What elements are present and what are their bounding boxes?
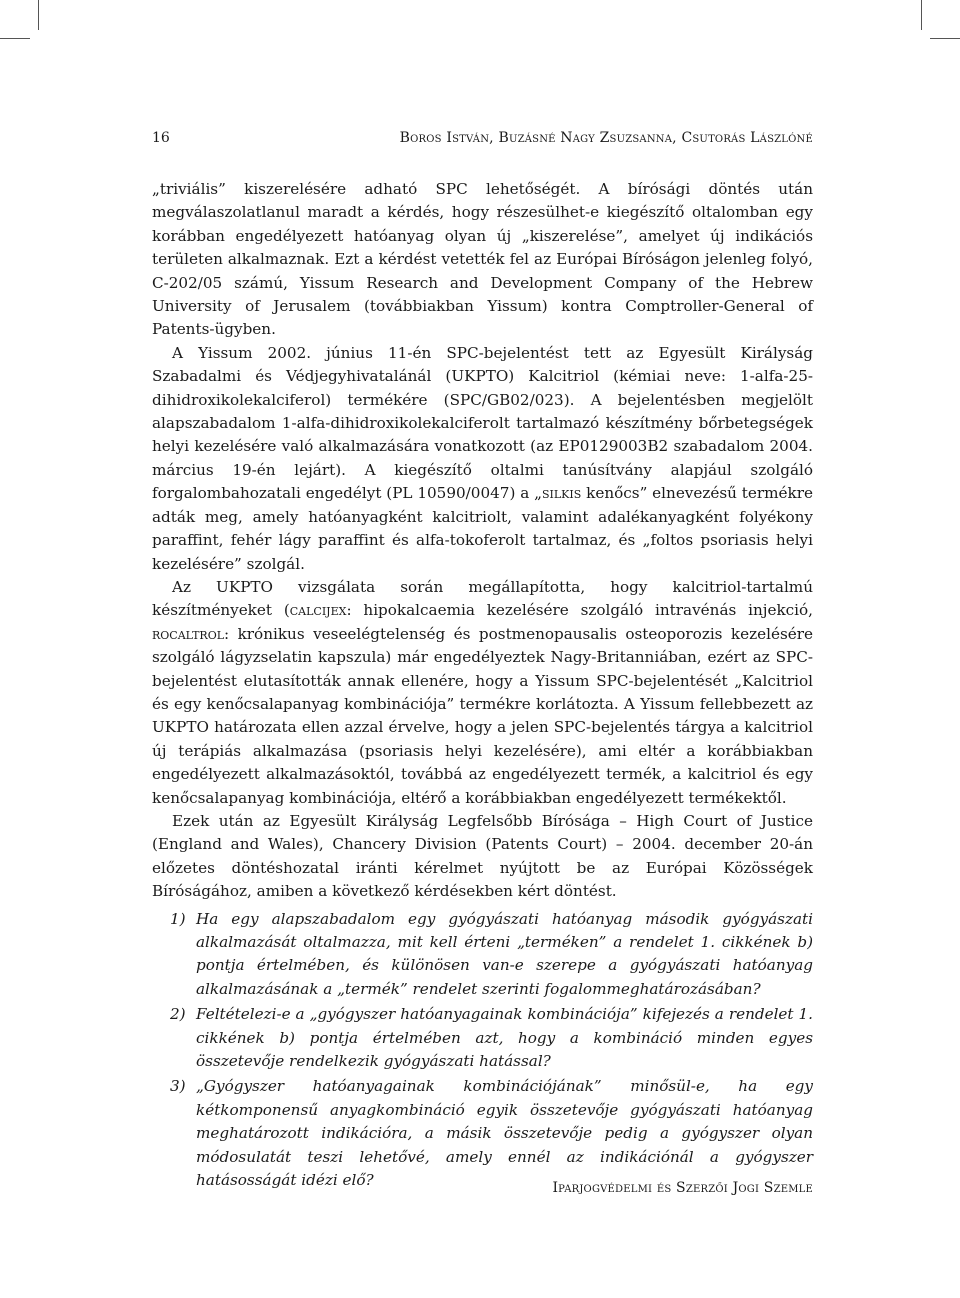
running-title-authors: Boros István, Buzásné Nagy Zsuzsanna, Csutorás Lászlóné <box>399 130 813 146</box>
paragraph-3-text-b: : hipokalcaemia kezelésére szolgáló intravénás injekció, <box>346 601 813 620</box>
page-header <box>152 130 813 146</box>
question-number: 1) <box>170 909 186 928</box>
question-number: 2) <box>170 1005 186 1024</box>
question-text: Feltételezi-e a „gyógyszer hatóanyagainak kombinációja” kifejezés a rendelet 1. cikkének b) pontja értelmében azt, hogy a kombináció minden egyes összetevője rendelkezik gyógyászati hatással? <box>196 1005 813 1071</box>
article-body <box>152 178 813 1194</box>
paragraph-2-text-a: A Yissum 2002. június 11-én SPC-bejelentést tett az Egyesült Királyság Szabadalmi és Védjegyhivatalánál (UKPTO) Kalcitriol (kémiai neve: 1-alfa-25-dihidroxikolekalciferol) termékére (SPC/GB02/023). A bejelentésben megjelölt alapszabadalom 1-alfa-dihidroxikolekalciferolt tartalmazó készítmény bőrbetegségek helyi kezelésére való alkalmazására vonatkozott (az EP0129003B2 szabadalom 2004. március 19-én lejárt). A kiegészítő oltalmi tanúsítvány alapjául szolgáló forgalombahozatali engedélyt (PL 10590/0047) a „ <box>152 343 813 503</box>
paragraph-4: Ezek után az Egyesült Királyság Legfelsőbb Bírósága – High Court of Justice (England and Wales), Chancery Division (Patents Court) – 2004. december 20-án előzetes döntéshozatal iránti kérelmet nyújtott be az Európai Közösségek Bíróságához, amiben a következő kérdésekben kért döntést. <box>152 811 813 901</box>
crop-mark-top-left-h <box>0 38 30 39</box>
page-number: 16 <box>152 130 170 146</box>
brand-rocaltrol: rocaltrol <box>152 624 225 643</box>
journal-footer: Iparjogvédelmi és Szerzői Jogi Szemle <box>552 1180 813 1196</box>
crop-mark-top-right-v <box>921 0 922 30</box>
brand-calcijex: calcijex <box>289 601 347 620</box>
question-text: „Gyógyszer hatóanyagainak kombinációjának” minősül-e, ha egy kétkomponensű anyagkombináció egyik összetevője gyógyászati hatóanyag meghatározott indikációra, a másik összetevője pedig a gyógyszer olyan módosulatát teszi lehetővé, amely ennél az indikációnál a gyógyszer hatásosságát idézi elő? <box>196 1077 813 1190</box>
question-number: 3) <box>170 1077 186 1096</box>
list-item <box>152 908 813 1002</box>
crop-mark-top-right-h <box>930 38 960 39</box>
paragraph-3-text-c: : krónikus veseelégtelenség és postmenopausalis osteoporozis kezelésére szolgáló lágyzselatin kapszula) már engedélyeztek Nagy-Britanniában, ezért az SPC-bejelentést elutasították annak ellenére, hogy a Yissum SPC-bejelentését „Kalcitriol és egy kenőcsalapanyag kombinációja” termékre korlátozta. A Yissum fellebbezett az UKPTO határozata ellen azzal érvelve, hogy a jelen SPC-bejelentés tárgya a kalcitriol új terápiás alkalmazása (psoriasis helyi kezelésére), ami eltér a korábbiakban engedélyezett alkalmazásoktól, továbbá az engedélyezett termék, a kalcitriol és egy kenőcsalapanyag kombinációja, eltérő a korábbiakban engedélyezett termékektől. <box>152 624 813 807</box>
question-list <box>152 908 813 1193</box>
paragraph-2-text-b: kenőcs” elnevezésű termékre adták meg, amely hatóanyagként kalcitriolt, valamint adalékanyagként folyékony paraffint, fehér lágy paraffint és alfa-tokoferolt tartalmaz, és „foltos psoriasis helyi kezelésére” szolgál. <box>152 484 813 573</box>
paragraph-3-text-a: Az UKPTO vizsgálata során megállapította, hogy kalcitriol-tartalmú készítményeket ( <box>152 577 813 620</box>
list-item <box>152 1075 813 1192</box>
paragraph-1: „triviális” kiszerelésére adható SPC lehetőségét. A bírósági döntés után megválaszolatlanul maradt a kérdés, hogy részesülhet-e kiegészítő oltalomban egy korábban engedélyezett hatóanyag olyan új „kiszerelése”, amelyet új indikációs területen alkalmaznak. Ezt a kérdést vetették fel az Európai Bíróságon jelenleg folyó, C-202/05 számú, Yissum Research and Development Company of the Hebrew University of Jerusalem (továbbiakban Yissum) kontra Comptroller-General of Patents-ügyben. <box>152 180 813 339</box>
paragraph-2 <box>152 342 813 576</box>
paragraph-3 <box>152 576 813 810</box>
question-text: Ha egy alapszabadalom egy gyógyászati hatóanyag második gyógyászati alkalmazását oltalmazza, mit kell érteni „terméken” a rendelet 1. cikkének b) pontja értelmében, és különösen van-e szerepe a gyógyászati hatóanyag alkalmazásának a „termék” rendelet szerinti fogalommeghatározásában? <box>196 909 813 998</box>
list-item <box>152 1003 813 1073</box>
brand-silkis: silkis <box>542 484 582 503</box>
crop-mark-top-left-v <box>38 0 39 30</box>
